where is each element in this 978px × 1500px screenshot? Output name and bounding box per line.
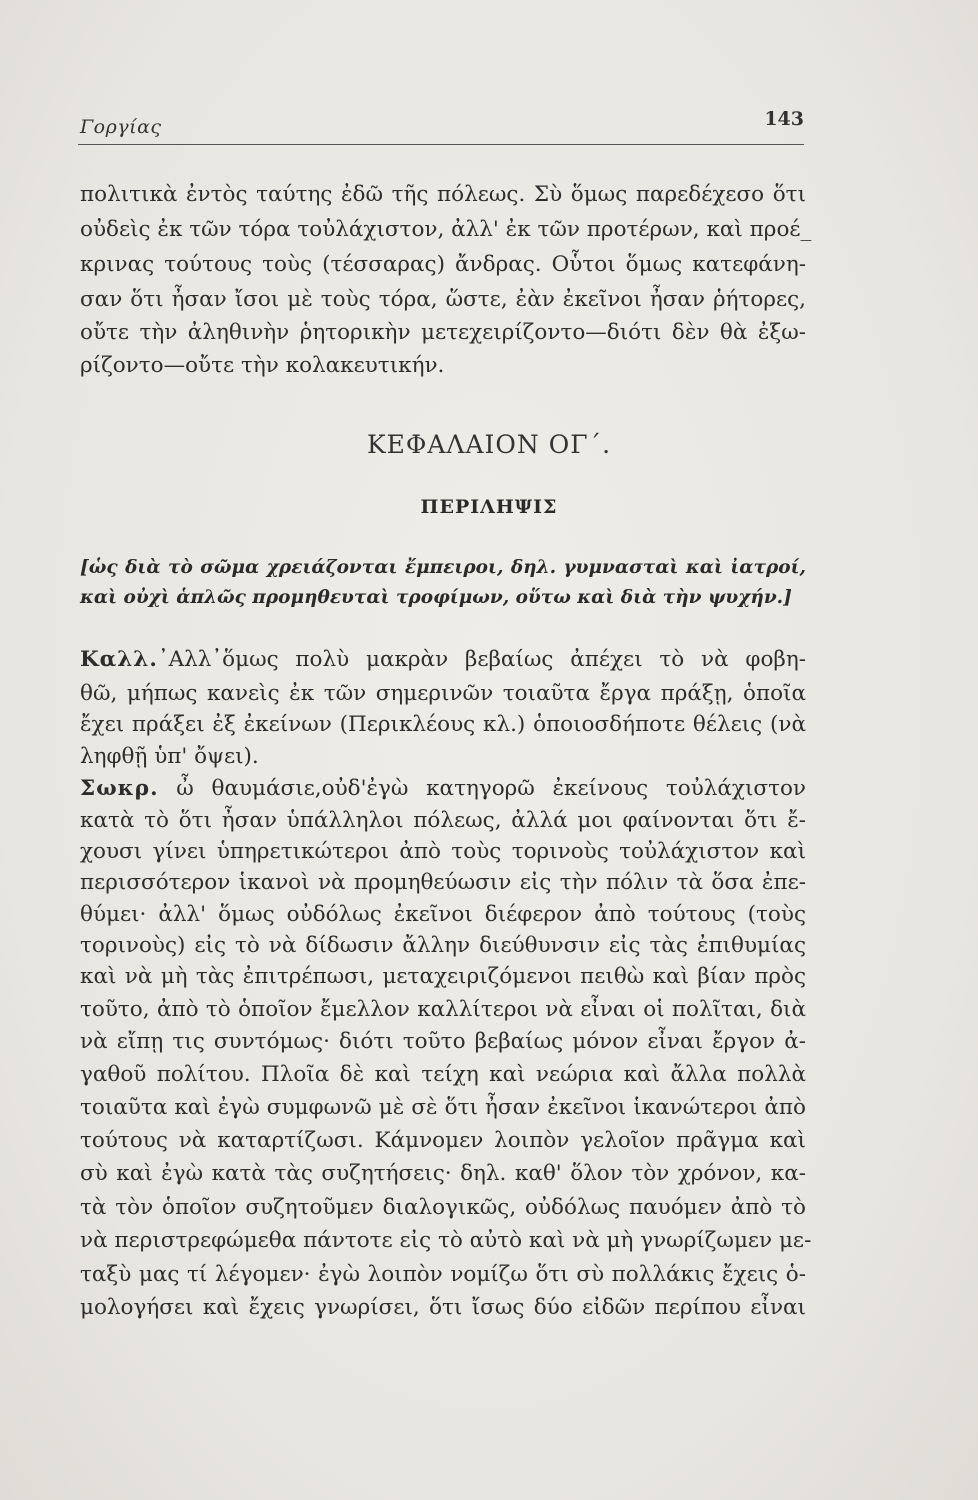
text-line: τὰ τὸν ὁποῖον συζητοῦμεν διαλογικῶς, οὐδόλως παυόμεν ἀπὸ τὸ	[80, 1195, 806, 1220]
kall-first-line: ᾿Αλλ᾿ὅμως πολὺ μακρὰν βεβαίως ἀπέχει τὸ νὰ φοβη-	[157, 647, 806, 672]
sokr-first-line: ὦ θαυμάσιε,οὐδ'ἐγὼ κατηγορῶ ἐκείνους τοὐλάχιστον	[176, 776, 806, 801]
page-number: 143	[764, 108, 804, 130]
text-line: οὐδεὶς ἐκ τῶν τόρα τοὐλάχιστον, ἀλλ' ἐκ τῶν προτέρων, καὶ προέ_	[80, 217, 812, 242]
text-line: θύμει· ἀλλ' ὅμως οὐδόλως ἐκεῖνοι διέφερον ἀπὸ τούτους (τοὺς	[80, 902, 806, 927]
text-line: πολιτικὰ ἐντὸς ταύτης ἐδῶ τῆς πόλεως. Σὺ ὅμως παρεδέχεσο ὅτι	[80, 182, 806, 207]
text-line: τούτους νὰ καταρτίζωσι. Κάμνομεν λοιπὸν γελοῖον πρᾶγμα καὶ	[80, 1128, 806, 1153]
text-line: νὰ περιστρεφώμεθα πάντοτε εἰς τὸ αὐτὸ καὶ νὰ μὴ γνωρίζωμεν με-	[80, 1228, 812, 1253]
running-title: Γοργίας	[80, 116, 162, 138]
text-line: σὺ καὶ ἐγὼ κατὰ τὰς συζητήσεις· δηλ. καθ' ὅλον τὸν χρόνον, κα-	[80, 1161, 806, 1186]
text-line: γαθοῦ πολίτου. Πλοῖα δὲ καὶ τείχη καὶ νεώρια καὶ ἄλλα πολλὰ	[80, 1062, 806, 1087]
text-line: ληφθῇ ὑπ' ὄψει).	[80, 744, 259, 769]
text-line: καὶ νὰ μὴ τὰς ἐπιτρέπωσι, μεταχειριζόμενοι πειθὼ καὶ βίαν πρὸς	[80, 964, 806, 989]
text-line: τορινοὺς) εἰς τὸ νὰ δίδωσιν ἄλλην διεύθυνσιν εἰς τὰς ἐπιθυμίας	[80, 933, 806, 958]
text-line	[80, 774, 806, 804]
text-line: κατὰ τὸ ὅτι ἦσαν ὑπάλληλοι πόλεως, ἀλλά μοι φαίνονται ὅτι ἔ-	[80, 808, 806, 833]
text-line: χουσι γίνει ὑπηρετικώτεροι ἀπὸ τοὺς τορινοὺς τοὐλάχιστον καὶ	[80, 839, 806, 864]
text-line: τοιαῦτα καὶ ἐγὼ συμφωνῶ μὲ σὲ ὅτι ἦσαν ἐκεῖνοι ἱκανώτεροι ἀπὸ	[80, 1095, 806, 1120]
speaker-kall: Καλλ.	[80, 647, 158, 672]
summary-line: [ὡς διὰ τὸ σῶμα χρειάζονται ἔμπειροι, δηλ. γυμνασταὶ καὶ ἰατροί,	[80, 557, 806, 578]
speaker-sokr: Σωκρ.	[80, 776, 159, 801]
text-line: περισσότερον ἱκανοὶ νὰ προμηθεύωσιν εἰς τὴν πόλιν τὰ ὅσα ἐπε-	[80, 870, 806, 895]
text-line: ἔχει πράξει ἐξ ἐκείνων (Περικλέους κλ.) ὁποιοσδήποτε θέλεις (νὰ	[80, 712, 806, 737]
summary-line: καὶ οὐχὶ ἁπλῶς προμηθευταὶ τροφίμων, οὕτω καὶ διὰ τὴν ψυχήν.]	[80, 587, 792, 608]
chapter-title: ΚΕΦΑΛΑΙΟΝ ΟΓ΄.	[366, 430, 612, 459]
text-line: τοῦτο, ἀπὸ τὸ ὁποῖον ἔμελλον καλλίτεροι νὰ εἶναι οἱ πολῖται, διὰ	[80, 997, 806, 1022]
text-line: θῶ, μήπως κανεὶς ἐκ τῶν σημερινῶν τοιαῦτα ἔργα πράξῃ, ὁποῖα	[80, 681, 806, 706]
text-line: κρινας τούτους τοὺς (τέσσαρας) ἄνδρας. Οὗτοι ὅμως κατεφάνη-	[80, 252, 806, 277]
text-line: ταξὺ μας τί λέγομεν· ἐγὼ λοιπὸν νομίζω ὅτι σὺ πολλάκις ἔχεις ὁ-	[80, 1262, 806, 1287]
page-header	[78, 104, 804, 145]
text-line: μολογήσει καὶ ἔχεις γνωρίσει, ὅτι ἴσως δύο εἰδῶν περίπου εἶναι	[80, 1295, 806, 1320]
text-line: σαν ὅτι ἦσαν ἴσοι μὲ τοὺς τόρα, ὥστε, ἐὰν ἐκεῖνοι ἦσαν ῥήτορες,	[80, 287, 806, 312]
text-line: νὰ εἴπῃ τις συντόμως· διότι τοῦτο βεβαίως μόνον εἶναι ἔργον ἀ-	[80, 1029, 806, 1054]
summary-heading: ΠΕΡΙΛΗΨΙΣ	[420, 496, 558, 518]
text-line: οὔτε τὴν ἀληθινὴν ῥητορικὴν μετεχειρίζοντο—διότι δὲν θὰ ἐξω-	[80, 320, 806, 345]
text-line: ρίζοντο—οὔτε τὴν κολακευτικήν.	[80, 353, 445, 378]
text-line	[80, 645, 806, 675]
